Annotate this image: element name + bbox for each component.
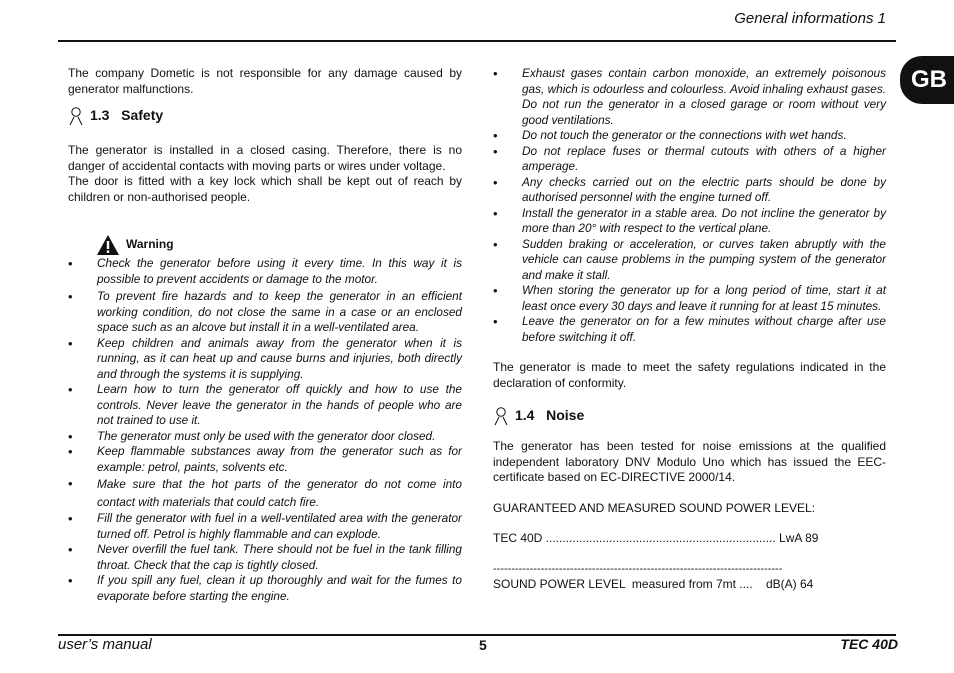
conformity-text: The generator is made to meet the safety regulations indicated in the declaration of conformity. bbox=[493, 360, 886, 390]
left-bullet-list bbox=[68, 256, 462, 604]
safety-heading bbox=[68, 106, 462, 126]
person-icon bbox=[68, 106, 84, 126]
warning-label bbox=[96, 234, 462, 256]
list-item: • To prevent fire hazards and to keep the generator in an efficient working condition, do not close the same in a case or an enclosed space such as an alcove but install it in a well-ventilated area. bbox=[68, 289, 462, 336]
noise-paragraph: The generator has been tested for noise emissions at the qualified independent laboratory DNV Modulo Uno which has issued the EEC-certificate based on EC-DIRECTIVE 2000/14. bbox=[493, 439, 886, 484]
list-item: • Fill the generator with fuel in a well-ventilated area with the generator turned off. Petrol is highly flammable and can explode. bbox=[68, 511, 462, 542]
person-icon bbox=[493, 406, 509, 426]
footer-rule bbox=[58, 634, 896, 636]
guaranteed-level-text: GUARANTEED AND MEASURED SOUND POWER LEVEL: bbox=[493, 500, 816, 515]
list-item: • Make sure that the hot parts of the generator do not come into contact with materials that could catch fire. bbox=[68, 475, 462, 511]
list-item: • Do not replace fuses or thermal cutouts with others of a higher amperage. bbox=[493, 144, 886, 175]
list-item: • Leave the generator on for a few minutes without charge after use before switching it off. bbox=[493, 314, 886, 345]
list-item: • Keep flammable substances away from the generator such as for example: petrol, paints, solvents etc. bbox=[68, 444, 462, 475]
noise-heading bbox=[493, 406, 886, 426]
right-column bbox=[493, 66, 886, 593]
sound-power-level: SOUND POWER LEVEL measured from 7mt .... dB(A) 64 bbox=[493, 577, 814, 591]
header-rule bbox=[58, 40, 896, 42]
warning-icon bbox=[96, 234, 120, 256]
footer-model: TEC 40D bbox=[840, 636, 898, 652]
language-tab: GB bbox=[900, 56, 954, 104]
dash-separator: ------------------------------------------------------------------------------- bbox=[493, 562, 783, 575]
left-column bbox=[68, 66, 462, 604]
noise-heading-text: 1.4 Noise bbox=[515, 407, 585, 424]
tec-40d-level: TEC 40D ..................................................................... LwA 89 bbox=[493, 531, 819, 545]
list-item: • Keep children and animals away from the generator when it is running, as it can heat up and cause burns and injuries, both directly and through the systems it is supplying. bbox=[68, 336, 462, 383]
list-item: • Sudden braking or acceleration, or curves taken abruptly with the vehicle can cause problems in the pumping system of the generator and make it stall. bbox=[493, 237, 886, 284]
safety-paragraph-2: The door is fitted with a key lock which shall be kept out of reach by children or non-authorised people. bbox=[68, 174, 462, 204]
list-item: • Do not touch the generator or the connections with wet hands. bbox=[493, 128, 886, 144]
list-item: • Check the generator before using it every time. In this way it is possible to prevent accidents or damage to the motor. bbox=[68, 256, 462, 287]
header-title: General informations 1 bbox=[734, 10, 886, 27]
list-item: • If you spill any fuel, clean it up thoroughly and wait for the fumes to evaporate before starting the engine. bbox=[68, 573, 462, 604]
safety-paragraph-1: The generator is installed in a closed casing. Therefore, there is no danger of accidental contacts with moving parts or wires under voltage. bbox=[68, 143, 462, 173]
list-item: • Learn how to turn the generator off quickly and how to use the controls. Never leave the generator in the hands of people who are not trained to use it. bbox=[68, 382, 462, 429]
footer-manual-label: user’s manual bbox=[58, 636, 152, 653]
list-item: • Any checks carried out on the electric parts should be done by authorised personnel with the engine turned off. bbox=[493, 175, 886, 206]
list-item: • The generator must only be used with the generator door closed. bbox=[68, 429, 462, 445]
warning-text: Warning bbox=[126, 237, 174, 252]
list-item: • Install the generator in a stable area. Do not incline the generator by more than 20° with respect to the vertical plane. bbox=[493, 206, 886, 237]
intro-text: The company Dometic is not responsible for any damage caused by generator malfunctions. bbox=[68, 66, 462, 96]
list-item: • Exhaust gases contain carbon monoxide, an extremely poisonous gas, which is odourless and colourless. Avoid inhaling exhaust gases. Do not run the generator in a closed garage or room without very good ventilations. bbox=[493, 66, 886, 128]
list-item: • When storing the generator up for a long period of time, start it at least once every 30 days and leave it running for at least 15 minutes. bbox=[493, 283, 886, 314]
list-item: • Never overfill the fuel tank. There should not be fuel in the tank filling throat. Check that the cap is tightly closed. bbox=[68, 542, 462, 573]
right-bullet-list bbox=[493, 66, 886, 345]
safety-heading-text: 1.3 Safety bbox=[90, 107, 164, 124]
page-number: 5 bbox=[479, 637, 487, 653]
